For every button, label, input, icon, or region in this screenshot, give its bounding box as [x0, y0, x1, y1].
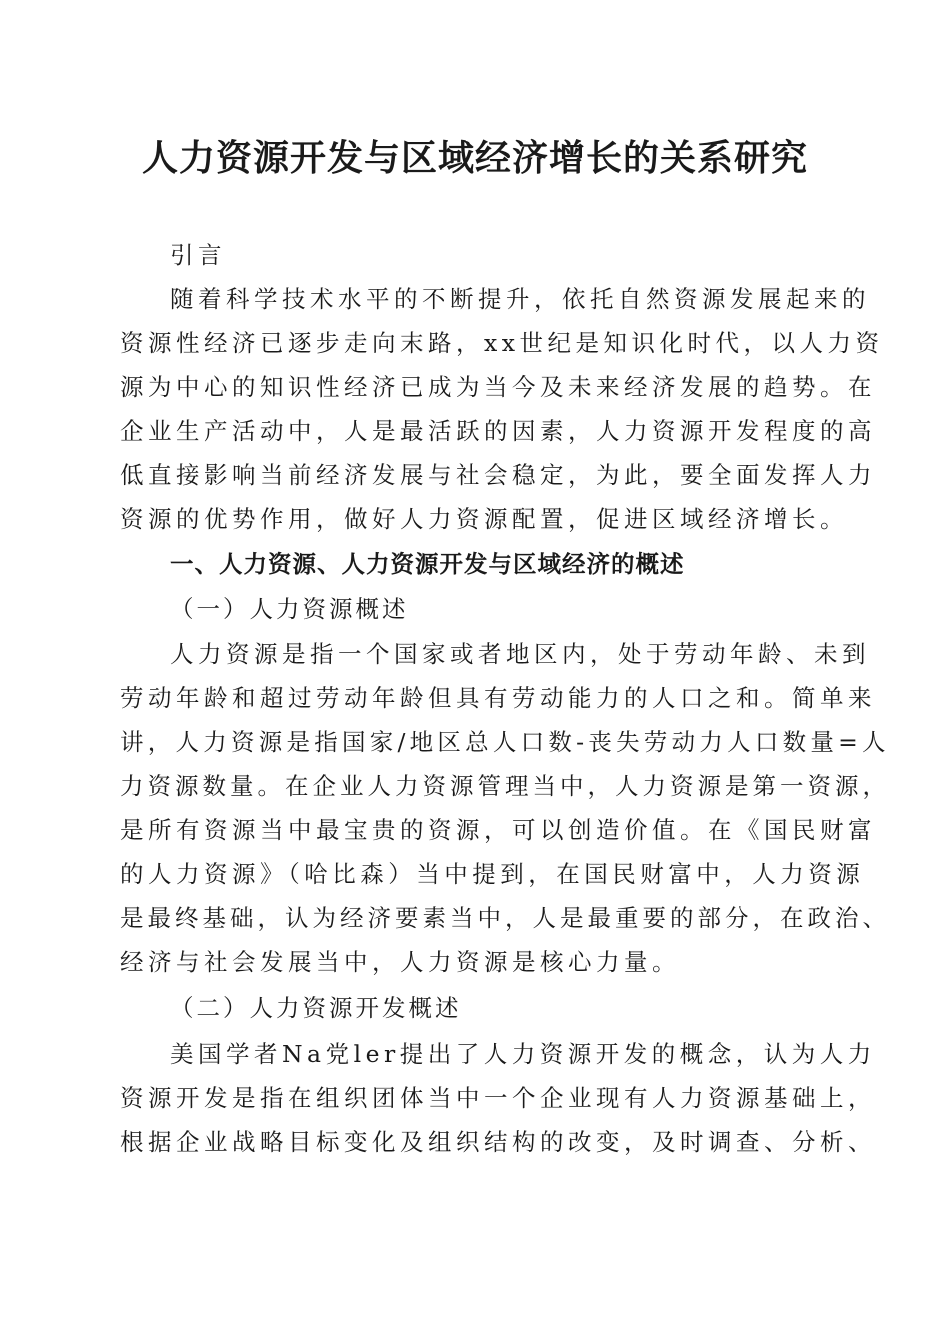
subsection-heading-1: （一）人力资源概述 — [170, 595, 409, 623]
paragraph-line: 企业生产活动中，人是最活跃的因素，人力资源开发程度的高 — [120, 417, 876, 445]
paragraph-line: 美国学者Na党ler提出了人力资源开发的概念，认为人力 — [170, 1040, 876, 1068]
paragraph-line: 资源的优势作用，做好人力资源配置，促进区域经济增长。 — [120, 505, 848, 533]
paragraph-line: 劳动年龄和超过劳动年龄但具有劳动能力的人口之和。简单来 — [120, 684, 876, 712]
paragraph-line: 力资源数量。在企业人力资源管理当中，人力资源是第一资源， — [120, 772, 890, 800]
subsection-heading-2: （二）人力资源开发概述 — [170, 994, 462, 1022]
paragraph-line: 资源性经济已逐步走向末路，xx世纪是知识化时代，以人力资 — [120, 329, 884, 357]
paragraph-line: 根据企业战略目标变化及组织结构的改变，及时调查、分析、 — [120, 1128, 876, 1156]
section-heading-1: 一、人力资源、人力资源开发与区域经济的概述 — [170, 550, 685, 578]
paragraph-line: 是最终基础，认为经济要素当中，人是最重要的部分，在政治、 — [120, 904, 890, 932]
paragraph-line: 的人力资源》（哈比森）当中提到，在国民财富中，人力资源 — [120, 860, 865, 888]
paragraph-line: 低直接影响当前经济发展与社会稳定，为此，要全面发挥人力 — [120, 461, 876, 489]
section-intro-heading: 引言 — [170, 241, 226, 269]
paragraph-line: 讲，人力资源是指国家/地区总人口数-丧失劳动力人口数量=人 — [120, 728, 890, 756]
paragraph-line: 人力资源是指一个国家或者地区内，处于劳动年龄、未到 — [170, 640, 870, 668]
paragraph-line: 随着科学技术水平的不断提升，依托自然资源发展起来的 — [170, 285, 870, 313]
paragraph-line: 是所有资源当中最宝贵的资源，可以创造价值。在《国民财富 — [120, 816, 876, 844]
paragraph-line: 经济与社会发展当中，人力资源是核心力量。 — [120, 948, 680, 976]
paragraph-line: 源为中心的知识性经济已成为当今及未来经济发展的趋势。在 — [120, 373, 876, 401]
paragraph-line: 资源开发是指在组织团体当中一个企业现有人力资源基础上， — [120, 1084, 876, 1112]
document-title: 人力资源开发与区域经济增长的关系研究 — [141, 137, 808, 179]
